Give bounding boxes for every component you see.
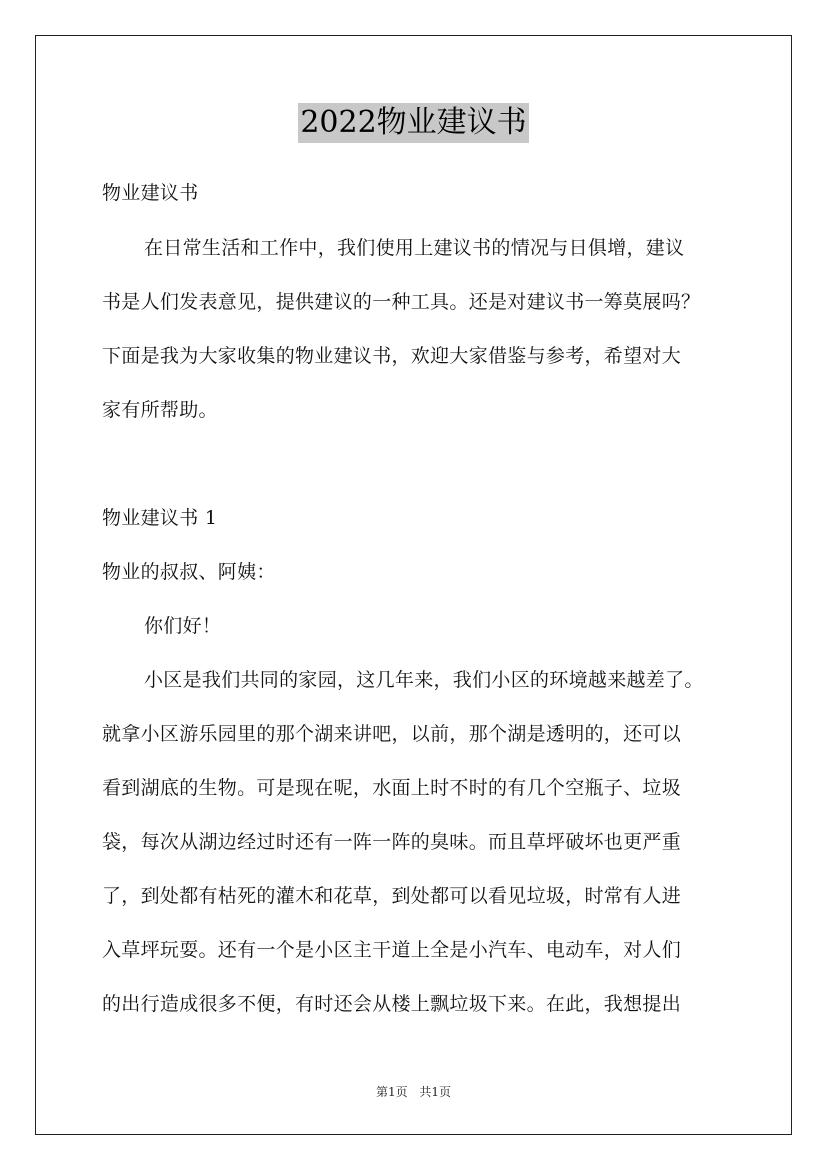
section-heading: 物业建议书 1 [102,507,218,529]
paragraph-line: 的出行造成很多不便，有时还会从楼上飘垃圾下来。在此，我想提出 [102,993,682,1015]
salutation-line: 物业的叔叔、阿姨： [102,561,276,583]
title-container [0,103,827,143]
greeting-line: 你们好！ [144,615,222,637]
paragraph-line: 下面是我为大家收集的物业建议书，欢迎大家借鉴与参考，希望对大 [102,345,682,367]
paragraph-line: 入草坪玩耍。还有一个是小区主干道上全是小汽车、电动车，对人们 [102,939,682,961]
paragraph-line: 书是人们发表意见，提供建议的一种工具。还是对建议书一筹莫展吗？ [102,291,701,313]
paragraph-line: 看到湖底的生物。可是现在呢，水面上时不时的有几个空瓶子、垃圾 [102,777,682,799]
paragraph-line: 就拿小区游乐园里的那个湖来讲吧，以前，那个湖是透明的，还可以 [102,723,682,745]
paragraph-line: 袋，每次从湖边经过时还有一阵一阵的臭味。而且草坪破坏也更严重 [102,831,682,853]
paragraph-line: 家有所帮助。 [102,399,218,421]
page-number: 第1页 [375,1085,408,1099]
paragraph-line: 在日常生活和工作中，我们使用上建议书的情况与日俱增，建议 [144,237,685,259]
document-title: 2022物业建议书 [298,103,528,143]
paragraph-line: 了，到处都有枯死的灌木和花草，到处都可以看见垃圾，时常有人进 [102,885,682,907]
paragraph-line: 小区是我们共同的家园，这几年来，我们小区的环境越来越差了。 [144,669,704,691]
page-footer [0,1083,827,1100]
page-total: 共1页 [419,1085,452,1099]
subtitle-line: 物业建议书 [102,182,199,204]
